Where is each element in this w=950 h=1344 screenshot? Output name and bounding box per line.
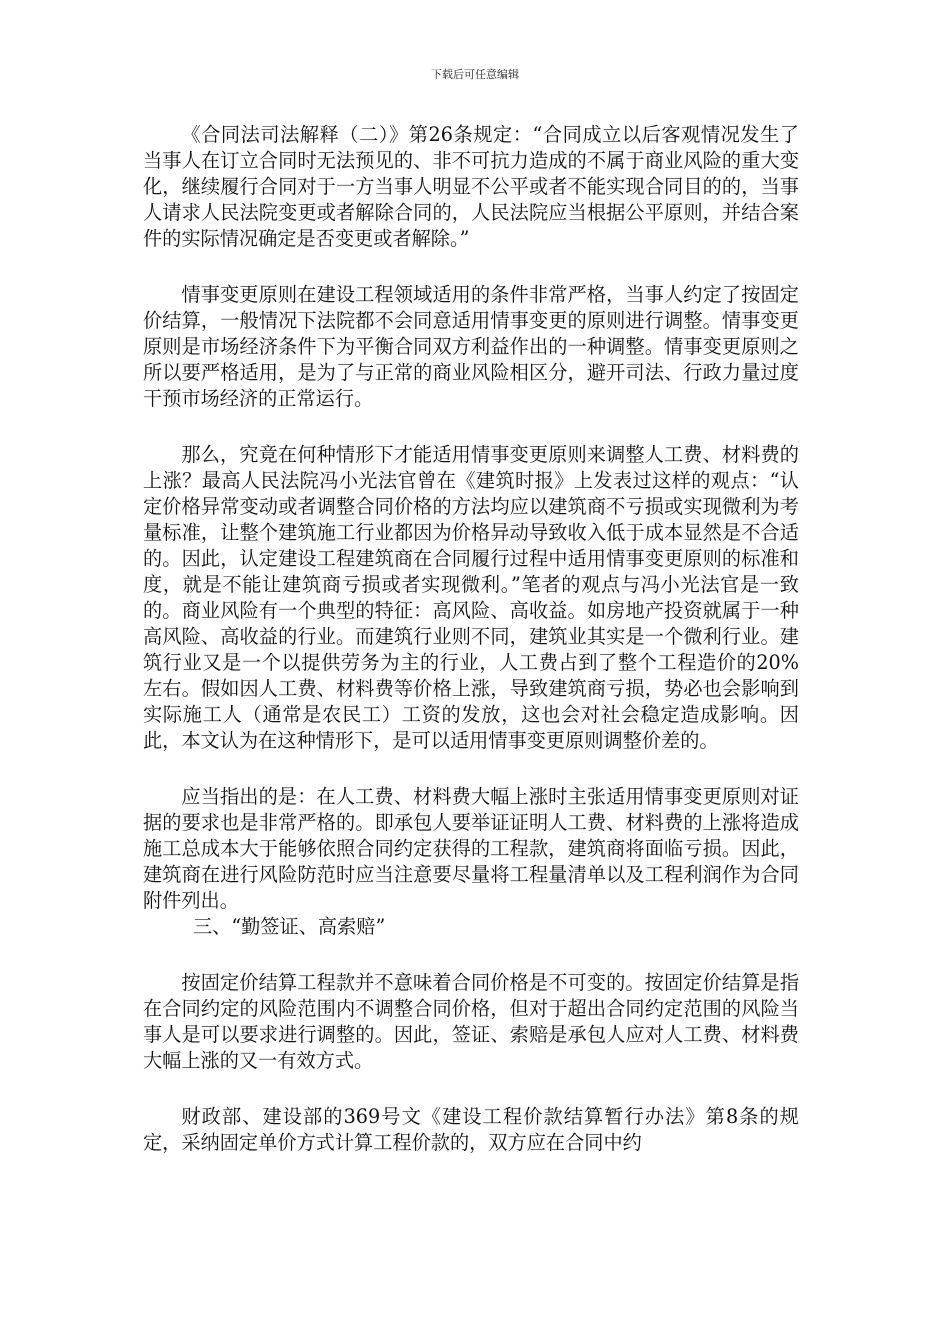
header-note: 下载后可任意编辑 bbox=[431, 68, 519, 81]
document-body bbox=[143, 122, 799, 1156]
paragraph-fixed-price-settlement: 按固定价结算工程款并不意味着合同价格是不可变的。按固定价结算是指在合同约定的风险范围内不调整合同价格，但对于超出合同约定范围的风险当事人是可以要求进行调整的。因此，签证、索赔是承包人应对人工费、材料费大幅上涨的又一有效方式。 bbox=[143, 971, 799, 1072]
paragraph-contract-law-interpretation: 《合同法司法解释（二）》第26条规定：“合同成立以后客观情况发生了当事人在订立合同时无法预见的、非不可抗力造成的不属于商业风险的重大变化，继续履行合同对于一方当事人明显不公平或者不能实现合同目的的，当事人请求人民法院变更或者解除合同的，人民法院应当根据公平原则，并结合案件的实际情况确定是否变更或者解除。” bbox=[143, 123, 799, 250]
paragraph-change-of-circumstances: 情事变更原则在建设工程领域适用的条件非常严格，当事人约定了按固定价结算，一般情况下法院都不会同意适用情事变更的原则进行调整。情事变更原则是市场经济条件下为平衡合同双方利益作出的一种调整。情事变更原则之所以要严格适用，是为了与正常的商业风险相区分，避开司法、行政力量过度干预市场经济的正常运行。 bbox=[143, 283, 799, 410]
section-heading: 三、“勤签证、高索赔” bbox=[193, 915, 386, 938]
paragraph-document-369: 财政部、建设部的369号文《建设工程价款结算暂行办法》第8条的规定，采纳固定单价方式计算工程价款的，双方应在合同中约 bbox=[143, 1105, 799, 1154]
paragraph-evidence-requirements: 应当指出的是：在人工费、材料费大幅上涨时主张适用情事变更原则对证据的要求也是非常严格的。即承包人要举证证明人工费、材料费的上涨将造成施工总成本大于能够依照合同约定获得的工程款，建筑商将面临亏损。因此，建筑商在进行风险防范时应当注意要尽量将工程量清单以及工程利润作为合同附件列出。 bbox=[143, 785, 799, 912]
paragraph-price-adjustment-opinion: 那么，究竟在何种情形下才能适用情事变更原则来调整人工费、材料费的上涨？最高人民法院冯小光法官曾在《建筑时报》上发表过这样的观点：“认定价格异常变动或者调整合同价格的方法均应以建筑商不亏损或实现微利为考量标准，让整个建筑施工行业都因为价格异动导致收入低于成本显然是不合适的。因此，认定建设工程建筑商在合同履行过程中适用情事变更原则的标准和度，就是不能让建筑商亏损或者实现微利。”笔者的观点与冯小光法官是一致的。商业风险有一个典型的特征：高风险、高收益。如房地产投资就属于一种高风险、高收益的行业。而建筑行业则不同，建筑业其实是一个微利行业。建筑行业又是一个以提供劳务为主的行业，人工费占到了整个工程造价的20%左右。假如因人工费、材料费等价格上涨，导致建筑商亏损，势必也会影响到实际施工人（通常是农民工）工资的发放，这也会对社会稳定造成影响。因此，本文认为在这种情形下，是可以适用情事变更原则调整价差的。 bbox=[143, 443, 799, 752]
